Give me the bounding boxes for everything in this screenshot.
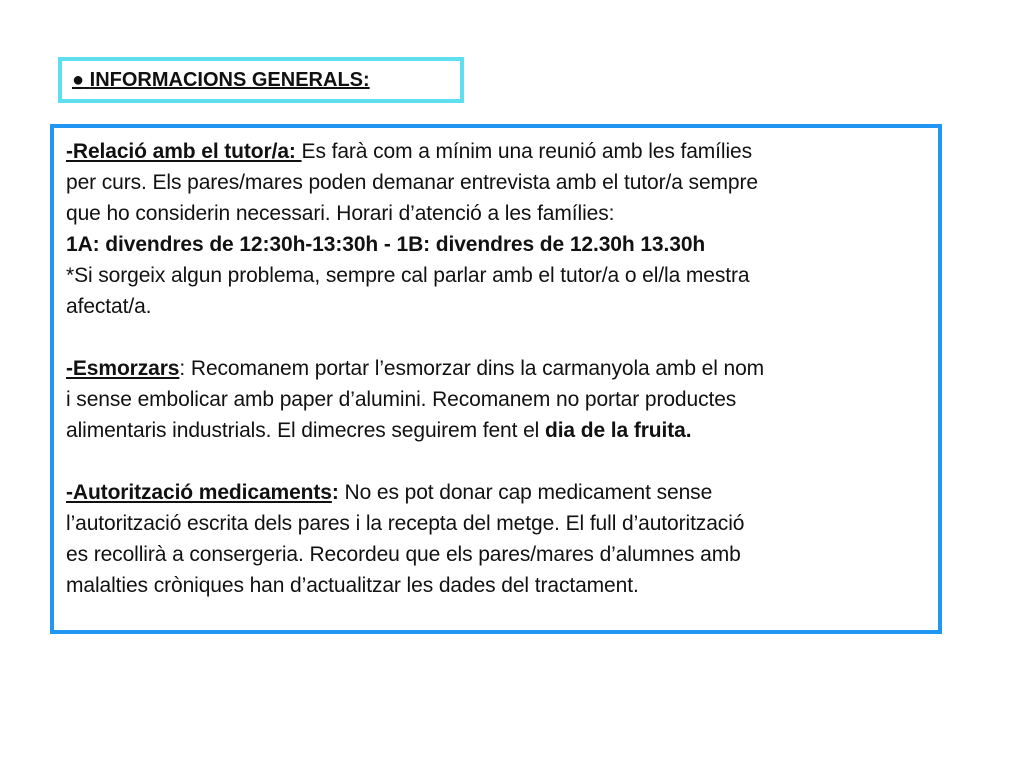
- esmorzars-line-3: [66, 415, 928, 446]
- tutor-note-line-1: *Si sorgeix algun problema, sempre cal parlar amb el tutor/a o el/la mestra: [66, 264, 750, 287]
- tutor-text-1: Es farà com a mínim una reunió amb les famílies: [301, 140, 753, 163]
- esmorzars-period: .: [685, 419, 692, 442]
- tutor-schedule: 1A: divendres de 12:30h-13:30h - 1B: divendres de 12.30h 13.30h: [66, 233, 706, 256]
- section-medicaments: [66, 477, 928, 601]
- section-title: [72, 69, 370, 92]
- medicaments-line-1: [66, 477, 928, 508]
- tutor-heading: -Relació amb el tutor/a:: [66, 140, 302, 163]
- section-esmorzars: [66, 353, 928, 446]
- section-tutor: [66, 136, 928, 322]
- esmorzars-line-2: i sense embolicar amb paper d’alumini. Recomanem no portar productes: [66, 388, 737, 411]
- section-title-box: [58, 57, 464, 103]
- spacer: [66, 322, 928, 353]
- medicaments-line-2: l’autorització escrita dels pares i la recepta del metge. El full d’autorització: [66, 512, 745, 535]
- esmorzars-separator: :: [179, 357, 191, 380]
- esmorzars-line-1: [66, 353, 928, 384]
- info-content-box: [50, 124, 942, 634]
- esmorzars-text-1: Recomanem portar l’esmorzar dins la carmanyola amb el nom: [190, 357, 765, 380]
- medicaments-line-3: es recollirà a consergeria. Recordeu que els pares/mares d’alumnes amb: [66, 543, 741, 566]
- medicaments-line-4: malalties cròniques han d’actualitzar les dades del tractament.: [66, 574, 639, 597]
- medicaments-heading: -Autorització medicaments: [66, 481, 332, 504]
- tutor-line-3: que ho considerin necessari. Horari d’atenció a les famílies:: [66, 202, 615, 225]
- tutor-line-2: per curs. Els pares/mares poden demanar entrevista amb el tutor/a sempre: [66, 171, 758, 194]
- spacer: [66, 446, 928, 477]
- tutor-line-1: [66, 136, 928, 167]
- dia-fruita-text: dia de la fruita: [544, 419, 686, 442]
- esmorzars-text-3: alimentaris industrials. El dimecres seguirem fent el: [66, 419, 545, 442]
- section-title-text: INFORMACIONS GENERALS:: [89, 68, 370, 91]
- tutor-note-line-2: afectat/a.: [66, 295, 152, 318]
- medicaments-separator: :: [331, 481, 345, 504]
- medicaments-text-1: No es pot donar cap medicament sense: [344, 481, 713, 504]
- bullet-icon: ●: [72, 68, 85, 91]
- esmorzars-heading: -Esmorzars: [66, 357, 180, 380]
